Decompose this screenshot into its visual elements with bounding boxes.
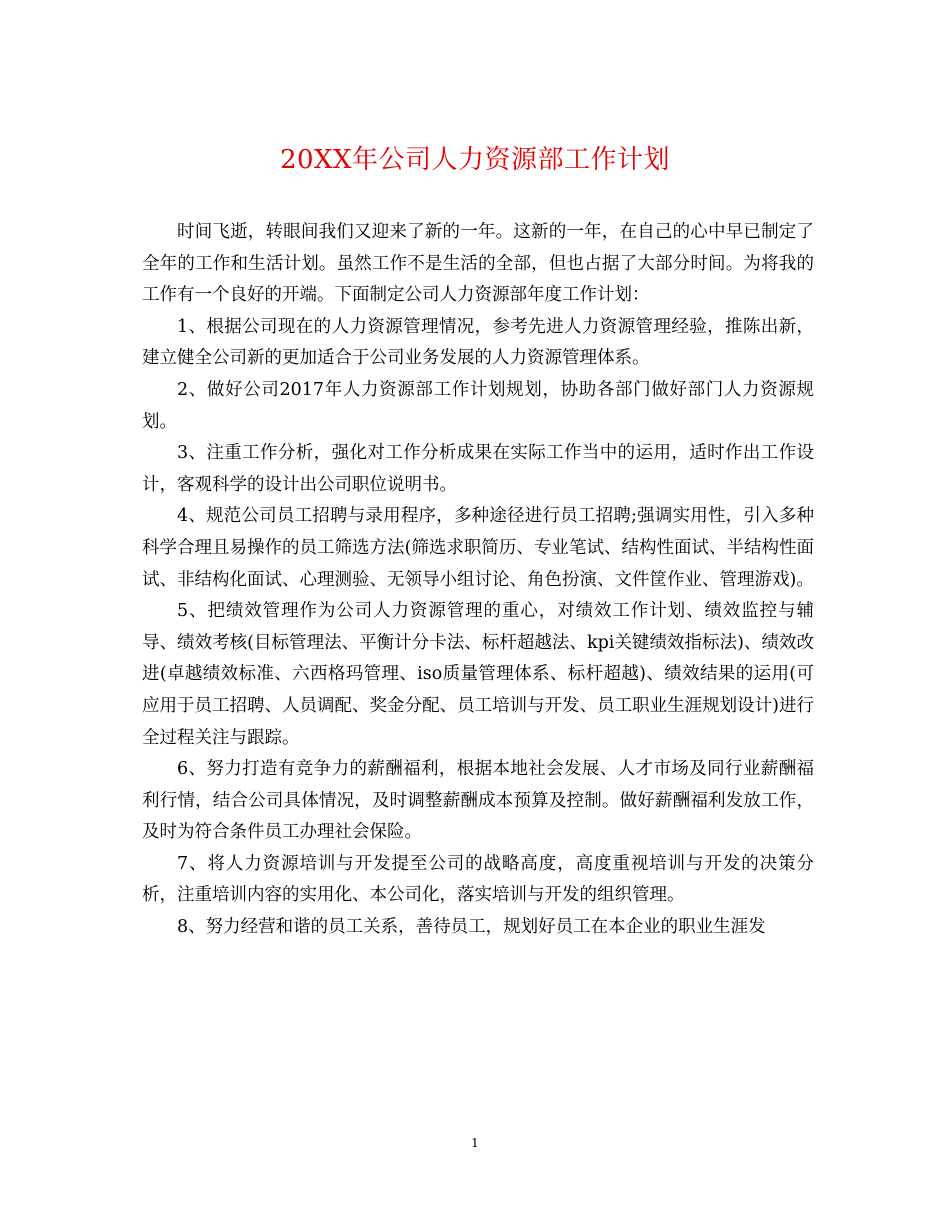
paragraph-item-4: 4、规范公司员工招聘与录用程序，多种途径进行员工招聘;强调实用性，引入多种科学合理且易操作的员工筛选方法(筛选求职简历、专业笔试、结构性面试、半结构性面试、非结构化面试、心理测验、无领导小组讨论、角色扮演、文件筐作业、管理游戏)。 [142, 506, 814, 590]
paragraph-item-1: 1、根据公司现在的人力资源管理情况，参考先进人力资源管理经验，推陈出新，建立健全公司新的更加适合于公司业务发展的人力资源管理体系。 [142, 316, 814, 369]
paragraph-item-3: 3、注重工作分析，强化对工作分析成果在实际工作当中的运用，适时作出工作设计，客观科学的设计出公司职位说明书。 [142, 443, 814, 495]
paragraph-item-2: 2、做好公司2017年人力资源部工作计划规划，协助各部门做好部门人力资源规划。 [142, 379, 814, 432]
document-title: 20XX年公司人力资源部工作计划 [279, 145, 671, 175]
paragraph-item-6: 6、努力打造有竞争力的薪酬福利，根据本地社会发展、人才市场及同行业薪酬福利行情，结合公司具体情况，及时调整薪酬成本预算及控制。做好薪酬福利发放工作，及时为符合条件员工办理社会保险。 [142, 759, 814, 843]
paragraph-item-8: 8、努力经营和谐的员工关系，善待员工，规划好员工在本企业的职业生涯发 [177, 917, 766, 938]
paragraph-item-7: 7、将人力资源培训与开发提至公司的战略高度，高度重视培训与开发的决策分析，注重培训内容的实用化、本公司化，落实培训与开发的组织管理。 [142, 853, 814, 906]
document-body [142, 217, 814, 944]
page-number: 1 [471, 1136, 479, 1150]
paragraph-item-5: 5、把绩效管理作为公司人力资源管理的重心，对绩效工作计划、绩效监控与辅导、绩效考核(目标管理法、平衡计分卡法、标杆超越法、kpi关键绩效指标法)、绩效改进(卓越绩效标准、六西格玛管理、iso质量管理体系、标杆超越)、绩效结果的运用(可应用于员工招聘、人员调配、奖金分配、员工培训与开发、员工职业生涯规划设计)进行全过程关注与跟踪。 [142, 601, 814, 748]
paragraph-intro: 时间飞逝，转眼间我们又迎来了新的一年。这新的一年，在自己的心中早已制定了全年的工作和生活计划。虽然工作不是生活的全部，但也占据了大部分时间。为将我的工作有一个良好的开端。下面制定公司人力资源部年度工作计划： [142, 222, 814, 306]
